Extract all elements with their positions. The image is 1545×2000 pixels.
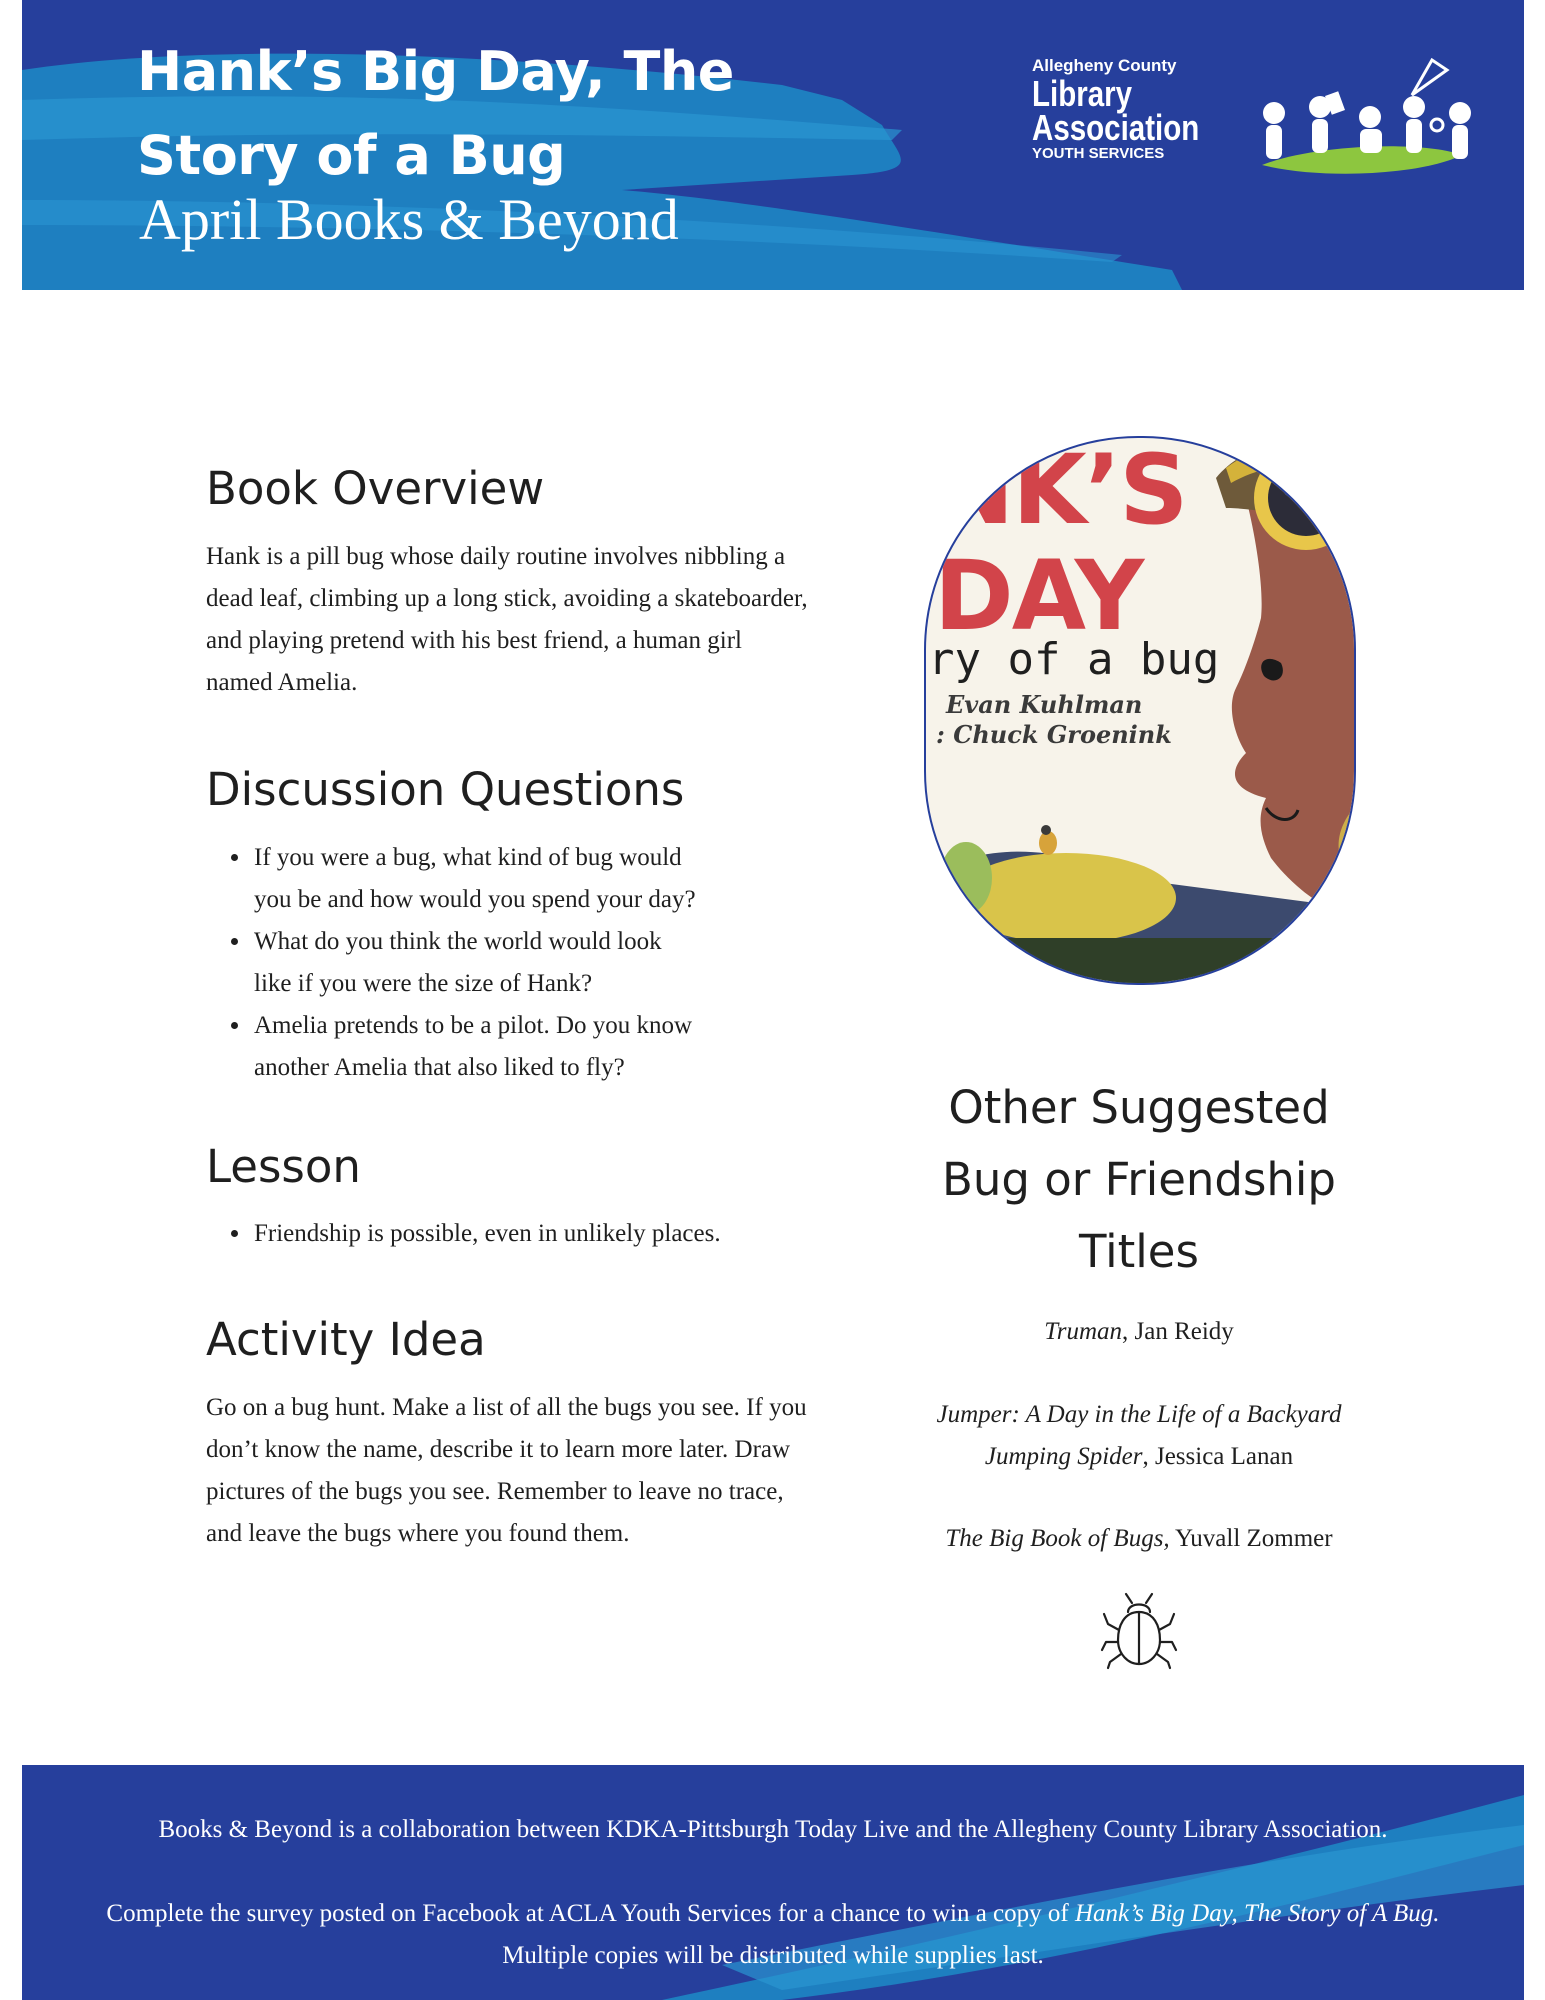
overview-line: Hank is a pill bug whose daily routine involves nibbling a bbox=[206, 543, 786, 570]
footer-collaboration-text: Books & Beyond is a collaboration between KDKA-Pittsburgh Today Live and the Allegheny County Library Association. bbox=[158, 1816, 1388, 1843]
book-title: The Big Book of Bugs, bbox=[945, 1525, 1170, 1552]
list-item: • Friendship is possible, even in unlikely places. bbox=[252, 1213, 721, 1255]
reading-children-icon bbox=[1232, 55, 1492, 185]
logo-line-3: Association bbox=[1032, 107, 1200, 148]
cover-illustrator: : Chuck Groenink bbox=[936, 720, 1172, 749]
book-author: , Jessica Lanan bbox=[1142, 1443, 1294, 1470]
cover-title-line-3: ry of a bug bbox=[928, 634, 1220, 685]
survey-text: Complete the survey posted on Facebook at ACLA Youth Services for a chance to win a copy of bbox=[106, 1900, 1075, 1927]
page-subtitle: April Books & Beyond bbox=[139, 187, 679, 252]
footer-survey-text bbox=[22, 1893, 1524, 1935]
heading-line: Bug or Friendship bbox=[941, 1153, 1336, 1206]
activity-line: pictures of the bugs you see. Remember to leave no trace, bbox=[206, 1478, 784, 1505]
question-text: What do you think the world would look bbox=[254, 928, 662, 955]
cover-author: Evan Kuhlman bbox=[946, 690, 1143, 719]
discussion-questions-heading: Discussion Questions bbox=[206, 763, 685, 816]
question-text: like if you were the size of Hank? bbox=[254, 970, 593, 997]
footer-banner bbox=[22, 1765, 1524, 2000]
beetle-icon bbox=[1100, 1590, 1178, 1670]
logo-line-2: Library bbox=[1032, 73, 1133, 114]
list-item bbox=[252, 921, 696, 1005]
survey-book-title: Hank’s Big Day, The Story of A Bug. bbox=[1074, 1900, 1440, 1927]
question-text: another Amelia that also liked to fly? bbox=[254, 1054, 625, 1081]
discussion-questions-list bbox=[206, 837, 696, 1089]
question-text: you be and how would you spend your day? bbox=[254, 886, 696, 913]
header-banner bbox=[22, 0, 1524, 290]
activity-idea-heading: Activity Idea bbox=[206, 1313, 486, 1366]
title-line-2: Story of a Bug bbox=[137, 124, 566, 187]
logo-line-4: YOUTH SERVICES bbox=[1032, 145, 1165, 162]
activity-idea-text bbox=[206, 1387, 807, 1555]
cover-title-line-2: DAY bbox=[934, 540, 1143, 652]
logo-wordmark bbox=[1032, 55, 1236, 163]
book-author: , Jan Reidy bbox=[1122, 1318, 1234, 1345]
book-title: Truman bbox=[1044, 1318, 1122, 1345]
logo-line-1: Allegheny County bbox=[1032, 56, 1177, 75]
footer-supplies-text: Multiple copies will be distributed while supplies last. bbox=[502, 1942, 1044, 1969]
heading-line: Titles bbox=[1079, 1225, 1199, 1278]
overview-line: and playing pretend with his best friend, a human girl bbox=[206, 627, 742, 654]
list-item bbox=[252, 837, 696, 921]
question-text: Amelia pretends to be a pilot. Do you know bbox=[254, 1012, 693, 1039]
suggested-titles-heading bbox=[900, 1072, 1378, 1288]
acla-logo bbox=[1032, 55, 1502, 195]
activity-line: Go on a bug hunt. Make a list of all the bugs you see. If you bbox=[206, 1394, 807, 1421]
book-title: Jumper: A Day in the Life of a Backyard bbox=[936, 1401, 1342, 1428]
page-title bbox=[137, 30, 734, 198]
activity-line: and leave the bugs where you found them. bbox=[206, 1520, 630, 1547]
list-item bbox=[252, 1005, 696, 1089]
suggested-book bbox=[900, 1311, 1378, 1353]
suggested-book bbox=[900, 1394, 1378, 1478]
question-text: If you were a bug, what kind of bug would bbox=[254, 844, 682, 871]
heading-line: Other Suggested bbox=[948, 1081, 1330, 1134]
book-title: Jumping Spider bbox=[984, 1443, 1143, 1470]
book-cover-image bbox=[924, 436, 1356, 985]
activity-line: don’t know the name, describe it to learn more later. Draw bbox=[206, 1436, 791, 1463]
lesson-list bbox=[206, 1213, 721, 1255]
book-author: Yuvall Zommer bbox=[1169, 1525, 1333, 1552]
book-overview-text bbox=[206, 536, 808, 704]
lesson-heading: Lesson bbox=[206, 1140, 361, 1193]
cover-title-line-1: NK’S bbox=[934, 436, 1187, 546]
suggested-book bbox=[900, 1518, 1378, 1560]
overview-line: dead leaf, climbing up a long stick, avoiding a skateboarder, bbox=[206, 585, 808, 612]
title-line-1: Hank’s Big Day, The bbox=[137, 40, 734, 103]
overview-line: named Amelia. bbox=[206, 669, 358, 696]
book-overview-heading: Book Overview bbox=[206, 462, 545, 515]
